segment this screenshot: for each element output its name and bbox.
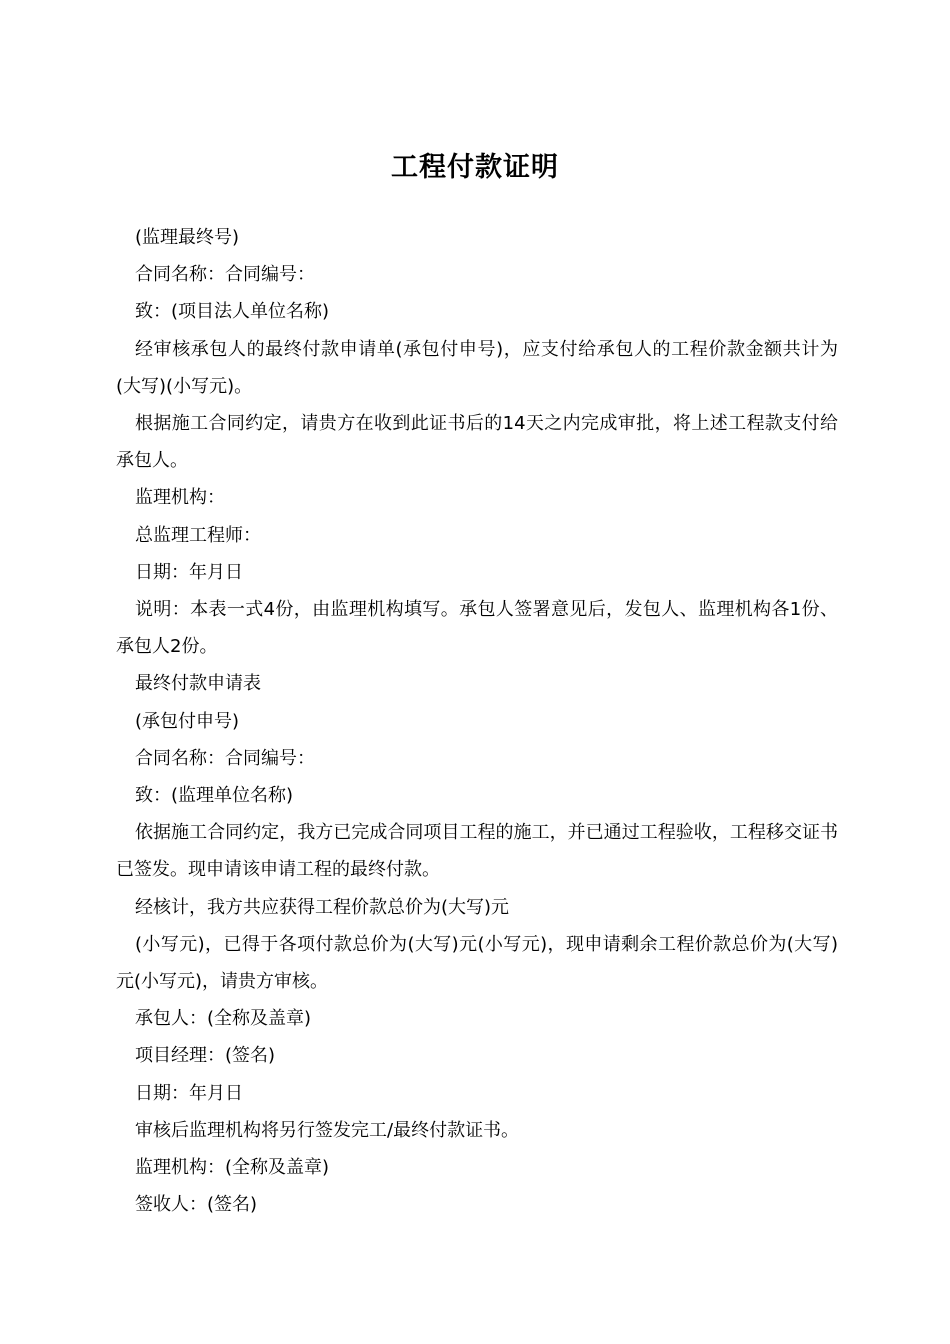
paragraph-supervision-agency-seal: 监理机构：(全称及盖章): [135, 1157, 330, 1179]
paragraph-recipient-signature: 签收人：(签名): [135, 1194, 258, 1216]
paragraph-application-form-title: 最终付款申请表: [135, 673, 261, 695]
paragraph-contractor-seal: 承包人：(全称及盖章): [135, 1008, 312, 1030]
paragraph-supervision-agency: 监理机构：: [135, 487, 225, 509]
paragraph-addressee-project-owner: 致：(项目法人单位名称): [135, 301, 330, 323]
paragraph-date: 日期：年月日: [135, 561, 243, 583]
paragraph-review-amount: 经审核承包人的最终付款申请单(承包付申号)，应支付给承包人的工程价款金额共计为(大写)(小写元)。: [116, 338, 838, 397]
document-title: 工程付款证明: [391, 152, 559, 184]
paragraph-contract-name-number: 合同名称：合同编号：: [135, 264, 315, 286]
paragraph-completion-statement: 依据施工合同约定，我方已完成合同项目工程的施工，并已通过工程验收，工程移交证书已签发。现申请该申请工程的最终付款。: [116, 822, 838, 881]
paragraph-contract-name-number-2: 合同名称：合同编号：: [135, 747, 315, 769]
paragraph-addressee-supervision-unit: 致：(监理单位名称): [135, 785, 294, 807]
paragraph-certificate-note: 审核后监理机构将另行签发完工/最终付款证书。: [135, 1119, 520, 1141]
document-body: [116, 219, 838, 1223]
paragraph-date-2: 日期：年月日: [135, 1082, 243, 1104]
paragraph-form-note: 说明：本表一式4份，由监理机构填写。承包人签署意见后，发包人、监理机构各1份、承包人2份。: [116, 599, 838, 658]
paragraph-project-manager: 项目经理：(签名): [135, 1045, 276, 1067]
paragraph-approval-deadline: 根据施工合同约定，请贵方在收到此证书后的14天之内完成审批，将上述工程款支付给承包人。: [116, 413, 838, 472]
paragraph-total-price: 经核计，我方共应获得工程价款总价为(大写)元: [135, 896, 510, 918]
paragraph-chief-engineer: 总监理工程师：: [135, 524, 261, 546]
paragraph-supervision-final-number: (监理最终号): [135, 227, 240, 248]
paragraph-contractor-payment-number: (承包付申号): [135, 710, 240, 732]
paragraph-remaining-price: (小写元)，已得于各项付款总价为(大写)元(小写元)，现申请剩余工程价款总价为(大写)元(小写元)，请贵方审核。: [116, 933, 838, 993]
